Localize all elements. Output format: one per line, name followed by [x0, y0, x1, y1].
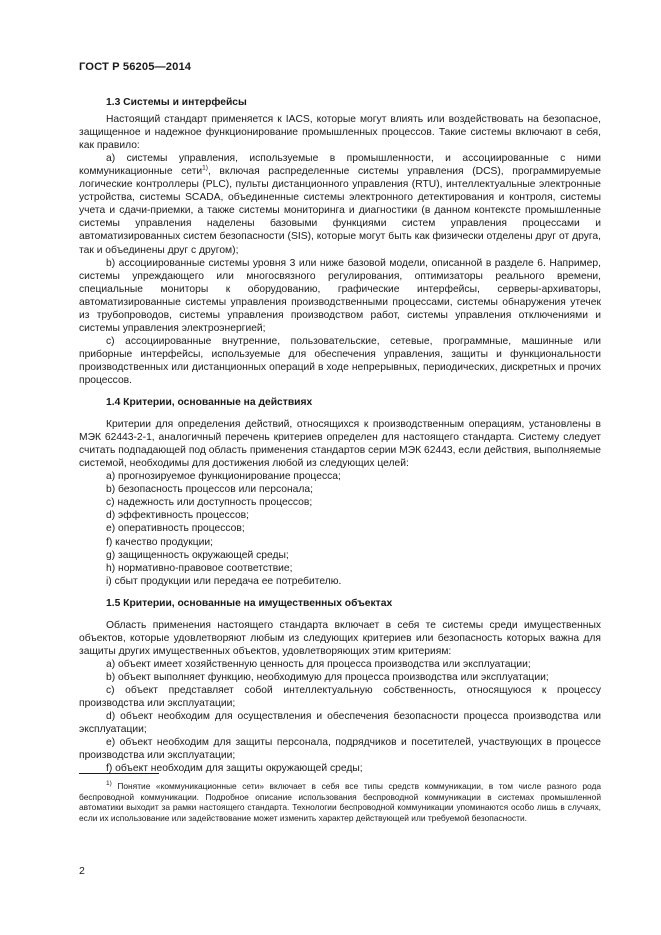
section-1-3-item-c: с) ассоциированные внутренние, пользовательские, сетевые, программные, машинные или приборные интерфейсы, используемые для обеспечения управления, защиты и функциональности производственных или дистанционных операций в ходе непрерывных, периодических, дискретных и прочих процессов.: [79, 335, 601, 386]
section-1-3-heading: 1.3 Системы и интерфейсы: [106, 97, 247, 108]
list-item: е) объект необходим для защиты персонала, подрядчиков и посетителей, участвующих в процессе производства или эксплуатации;: [79, 737, 601, 762]
list-item: f) объект необходим для защиты окружающей среды;: [106, 763, 363, 775]
section-1-3-item-a: [79, 152, 601, 256]
list-item: f) качество продукции;: [106, 536, 214, 548]
list-item: g) защищенность окружающей среды;: [106, 549, 289, 561]
item-a-text-cont: , включая распределенные системы управления (DCS), программируемые логические контроллеры (PLC), пульты дистанционного управления (RTU), интеллектуальные электронные устройства, системы SCADA, объединенные системы электронного детектирования и контроля, системы учета и сдачи-приемки, а также системы мониторинга и диагностики (в данном контексте промышленные системы управления наделены базовыми функциями систем управления процессами и автоматизированных систем безопасности (SIS), которые могут быть как физически отделены друг от друга, так и объединены друг с другом);: [79, 166, 602, 256]
footnote-divider: [79, 773, 159, 774]
list-item: с) объект представляет собой интеллектуальную собственность, относящуюся к процессу производства или эксплуатации;: [79, 684, 601, 710]
list-item: d) объект необходим для осуществления и обеспечения безопасности процесса производства или эксплуатации;: [79, 711, 601, 736]
footnote-reference[interactable]: 1): [202, 164, 208, 172]
document-header: ГОСТ Р 56205—2014: [79, 61, 192, 73]
footnote-body: Понятие «коммуникационные сети» включает в себя все типы средств коммуникации, в том числе разного рода беспроводной коммуникации. Подробное описание использования беспроводной коммуникации в системах промышленной автоматики выходит за рамки настоящего стандарта. Технологии беспроводной коммуникации упоминаются особо лишь в случаях, если их использование или задействование может изменить характер действующей или требуемой безопасности.: [79, 781, 601, 823]
list-item: е) оперативность процессов;: [106, 523, 245, 535]
section-1-5-intro: Область применения настоящего стандарта включает в себя те системы среди имущественных объектов, которые удовлетворяют любым из следующих критериев или безопасность которых важна для защиты других имущественных объектов, удовлетворяющих этим критериям:: [79, 619, 601, 657]
list-item: а) прогнозируемое функционирование процесса;: [106, 471, 341, 483]
list-item: а) объект имеет хозяйственную ценность для процесса производства или эксплуатации;: [106, 658, 531, 670]
section-1-4-heading: 1.4 Критерии, основанные на действиях: [106, 397, 313, 409]
footnote-text: [79, 781, 601, 823]
page-number: 2: [79, 865, 85, 877]
section-1-3-intro: Настоящий стандарт применяется к IACS, которые могут влиять или воздействовать на безопасное, защищенное и надежное функционирование промышленных процессов. Такие системы включают в себя, как правило:: [79, 114, 601, 152]
section-1-3-item-b: b) ассоциированные системы уровня 3 или ниже базовой модели, описанной в разделе 6. Например, системы упреждающего или многосвязного регулирования, оптимизаторы реального времени, специальные мониторы к оборудованию, графические интерфейсы, серверы-архиваторы, автоматизированные системы управления производственными процессами, системы обнаружения утечек из трубопроводов, системы управления производством работ, системы управления отключениями и системы управления электроэнергией;: [79, 257, 601, 334]
section-1-4-intro: Критерии для определения действий, относящихся к производственным операциям, установлены в МЭК 62443-2-1, аналогичный перечень критериев определен для настоящего стандарта. Систему следует считать подпадающей под область применения стандартов серии МЭК 62443, если действия, выполняемые системой, необходимы для достижения любой из следующих целей:: [79, 419, 601, 470]
list-item: h) нормативно-правовое соответствие;: [106, 562, 293, 574]
list-item: d) эффективность процессов;: [106, 510, 250, 522]
footnote-marker: 1): [106, 780, 112, 788]
section-1-5-heading: 1.5 Критерии, основанные на имущественных объектах: [106, 597, 393, 609]
item-a-text: а) системы управления, используемые в промышленности, и ассоциированные с ними коммуникационные сети: [79, 153, 601, 178]
list-item: i) сбыт продукции или передача ее потребителю.: [106, 575, 342, 587]
list-item: b) безопасность процессов или персонала;: [106, 484, 313, 496]
list-item: с) надежность или доступность процессов;: [106, 497, 313, 509]
list-item: b) объект выполняет функцию, необходимую для процесса производства или эксплуатации;: [106, 671, 549, 683]
document-body: [79, 96, 601, 775]
footnote: [79, 781, 601, 823]
